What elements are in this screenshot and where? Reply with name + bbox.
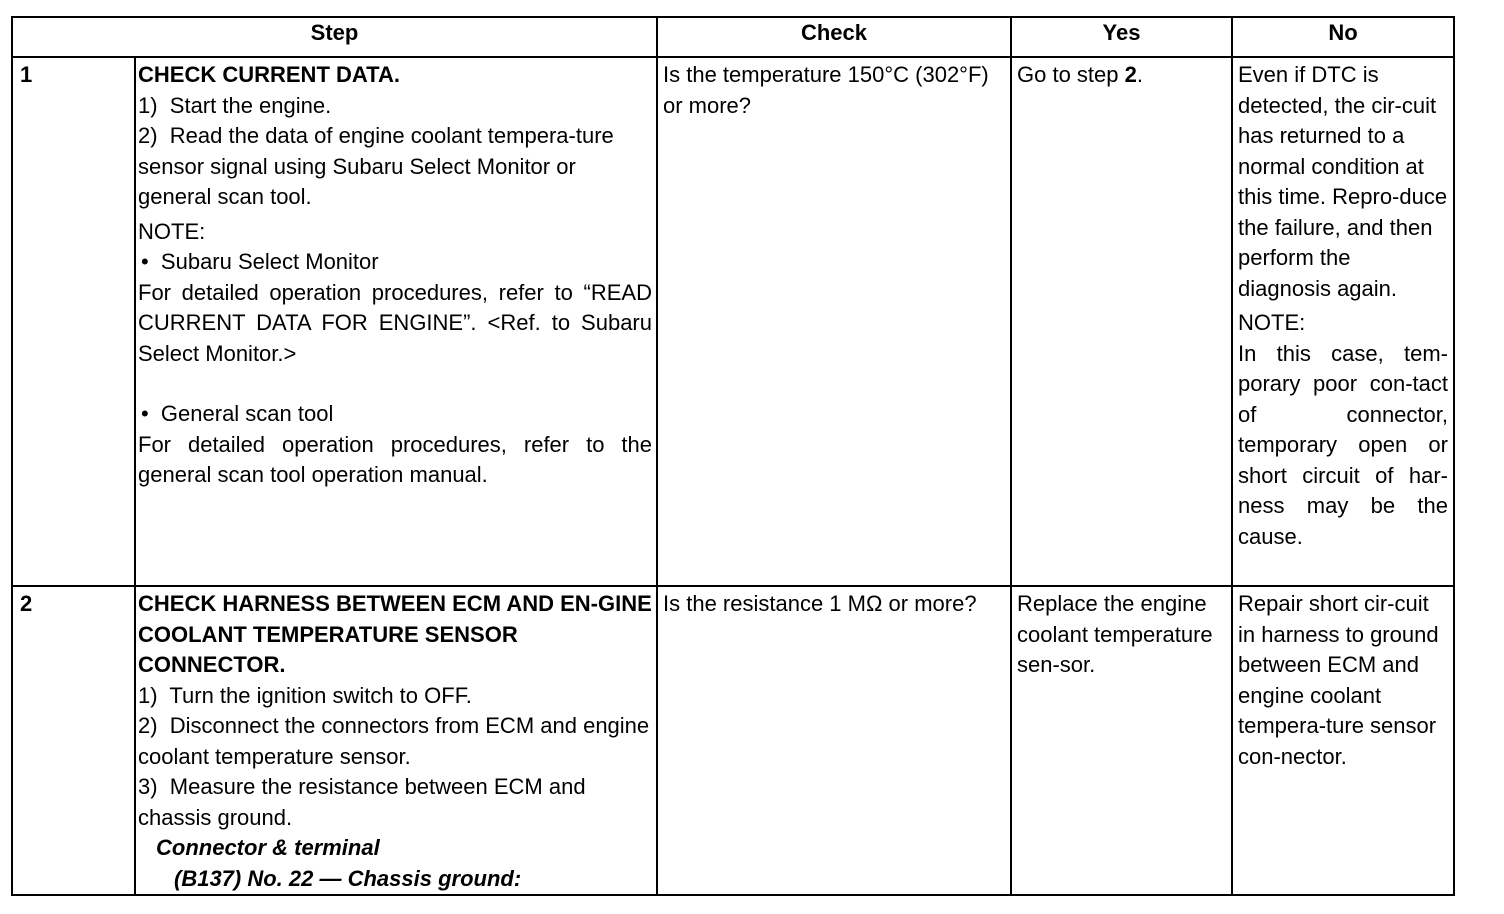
check-text: Is the resistance 1 MΩ or more? bbox=[663, 591, 977, 616]
header-yes: Yes bbox=[1011, 17, 1232, 57]
bullet-item: • General scan tool bbox=[141, 401, 334, 426]
no-cell bbox=[1232, 57, 1454, 586]
no-note-text: In this case, tem-porary poor con-tact of connector, temporary open or short circuit of har-ness may be the cause. bbox=[1238, 340, 1448, 549]
no-text: Repair short cir-cuit in harness to ground between ECM and engine coolant tempera-ture sensor con-nector. bbox=[1238, 591, 1439, 769]
table-header-row bbox=[12, 17, 1454, 57]
check-cell bbox=[657, 57, 1011, 586]
step-instruction: 2) Disconnect the connectors from ECM and engine coolant temperature sensor. bbox=[138, 713, 656, 769]
bullet-text: For detailed operation procedures, refer to the general scan tool operation manual. bbox=[138, 431, 652, 487]
bullet-text: For detailed operation procedures, refer to “READ CURRENT DATA FOR ENGINE”. <Ref. to Subaru Select Monitor.> bbox=[138, 279, 652, 366]
step-number: 2 bbox=[12, 586, 135, 895]
header-no: No bbox=[1232, 17, 1454, 57]
step-title: CHECK CURRENT DATA. bbox=[138, 62, 400, 87]
yes-cell bbox=[1011, 586, 1232, 895]
yes-cell bbox=[1011, 57, 1232, 586]
check-text: Is the temperature 150°C (302°F) or more? bbox=[663, 62, 989, 118]
step-title: CHECK HARNESS BETWEEN ECM AND EN-GINE COOLANT TEMPERATURE SENSOR CONNECTOR. bbox=[138, 591, 652, 677]
diagnostic-table bbox=[11, 16, 1455, 896]
step-description bbox=[135, 586, 657, 895]
step-description bbox=[135, 57, 657, 586]
yes-prefix: Go to step bbox=[1017, 62, 1125, 87]
header-check: Check bbox=[657, 17, 1011, 57]
yes-step-link: 2 bbox=[1124, 62, 1137, 87]
no-note-label: NOTE: bbox=[1238, 310, 1306, 335]
spec-value: (B137) No. 22 — Chassis ground: bbox=[174, 865, 522, 891]
diagnostic-table-container bbox=[11, 16, 1453, 896]
no-cell bbox=[1232, 586, 1454, 895]
table-row bbox=[12, 586, 1454, 895]
yes-suffix: . bbox=[1136, 62, 1143, 87]
step-instruction: 2) Read the data of engine coolant tempera-ture sensor signal using Subaru Select Monitor or general scan tool. bbox=[138, 123, 620, 209]
spec-label: Connector & terminal bbox=[156, 835, 380, 860]
yes-text: Replace the engine coolant temperature sen-sor. bbox=[1017, 591, 1213, 677]
no-text: Even if DTC is detected, the cir-cuit has returned to a normal condition at this time. Repro-duce the failure, and then perform the diagnosis again. bbox=[1238, 62, 1448, 301]
step-instruction: 1) Start the engine. bbox=[138, 92, 332, 118]
check-cell bbox=[657, 586, 1011, 895]
header-step: Step bbox=[12, 17, 657, 57]
bullet-item: • Subaru Select Monitor bbox=[141, 249, 379, 274]
table-row bbox=[12, 57, 1454, 586]
note-label: NOTE: bbox=[138, 218, 206, 244]
step-instruction: 3) Measure the resistance between ECM and chassis ground. bbox=[138, 774, 592, 830]
step-instruction: 1) Turn the ignition switch to OFF. bbox=[138, 682, 472, 708]
step-number: 1 bbox=[12, 57, 135, 586]
